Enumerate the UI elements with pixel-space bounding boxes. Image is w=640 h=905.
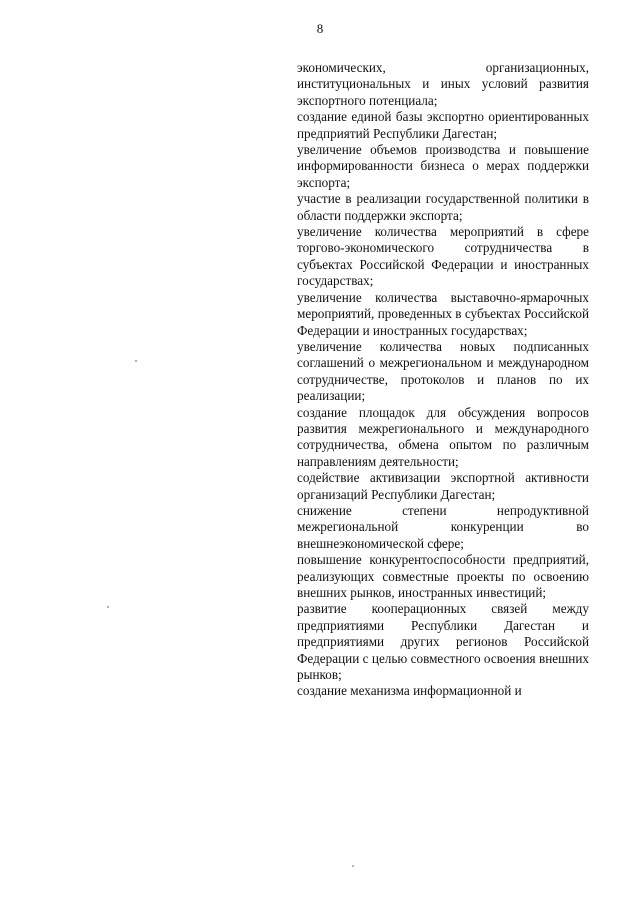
list-item: снижение степени непродуктивной межрегиональной конкуренции во внешнеэкономической сфере; xyxy=(297,502,589,551)
list-item: участие в реализации государственной политики в области поддержки экспорта; xyxy=(297,191,589,223)
list-item: повышение конкурентоспособности предприятий, реализующих совместные проекты по освоению внешних рынков, иностранных инвестиций; xyxy=(297,552,589,600)
list-item: увеличение количества новых подписанных соглашений о межрегиональном и международном сотрудничестве, протоколов и планов по их реализации; xyxy=(297,338,589,404)
page-number: 8 xyxy=(316,21,324,36)
scan-speck xyxy=(135,360,137,362)
list-item: увеличение количества выставочно-ярмарочных мероприятий, проведенных в субъектах Российской Федерации и иностранных государствах; xyxy=(297,289,589,338)
list-item: создание единой базы экспортно ориентированных предприятий Республики Дагестан; xyxy=(297,109,589,141)
scan-speck xyxy=(352,865,354,867)
list-item: увеличение объемов производства и повышение информированности бизнеса о мерах поддержки экспорта; xyxy=(297,142,589,190)
list-item: создание площадок для обсуждения вопросов развития межрегионального и международного сотрудничества, обмена опытом по различным направлениям деятельности; xyxy=(297,404,589,469)
list-item: экономических, организационных, институциональных и иных условий развития экспортного потенциала; xyxy=(297,60,589,108)
list-item: увеличение количества мероприятий в сфере торгово-экономического сотрудничества в субъектах Российской Федерации и иностранных государствах; xyxy=(297,224,589,289)
measures-list xyxy=(297,60,589,700)
list-item: содействие активизации экспортной активности организаций Республики Дагестан; xyxy=(297,470,589,502)
list-item: развитие кооперационных связей между предприятиями Республики Дагестан и предприятиями других регионов Российской Федерации с целью совместного освоения внешних рынков; xyxy=(297,601,589,683)
scan-speck xyxy=(107,606,109,608)
list-item: создание механизма информационной и xyxy=(297,683,522,699)
